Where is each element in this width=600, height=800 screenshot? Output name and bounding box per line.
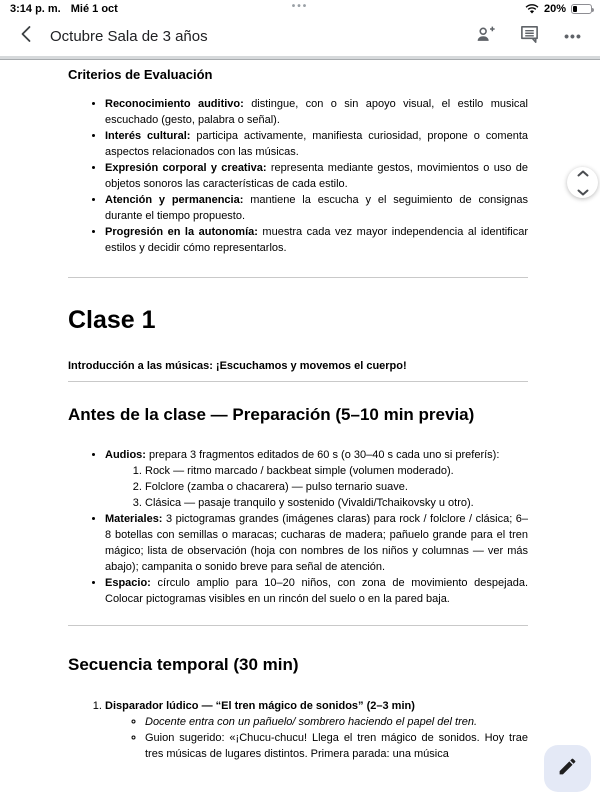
edit-button[interactable] <box>544 745 591 792</box>
item-text: representa mediante gestos, movimientos o uso de objetos sonoros las características de cada estilo. <box>105 162 528 190</box>
item-text: muestra cada vez mayor independencia al identificar estilos y decidir cómo representarlos. <box>105 226 528 254</box>
item-text: participa activamente, manifiesta curiosidad, propone o comenta aspectos relacionados con las músicas. <box>105 130 528 158</box>
status-time: 3:14 p. m. <box>10 3 61 15</box>
section-divider <box>68 277 528 278</box>
quick-scroll-handle[interactable] <box>567 167 598 198</box>
item-text: prepara 3 fragmentos editados de 60 s (o 30–40 s cada uno si preferís): <box>149 449 500 461</box>
chevron-up-icon <box>577 164 589 182</box>
heading-antes-de-la-clase: Antes de la clase — Preparación (5–10 min previa) <box>68 405 475 424</box>
audios-sublist <box>105 463 528 511</box>
section-divider <box>68 381 528 382</box>
item-text: 3 pictogramas grandes (imágenes claras) para rock / folclore / clásica; 6–8 botellas con semillas o maracas; cucharas de madera; pañuelo grande para el tren mágico; lista de observación (hoja con nombres de los niños y columnas — ver más abajo); campanita o sonido breve para señal de atención. <box>105 513 528 573</box>
item-lead: Materiales: <box>105 513 163 525</box>
list-item: ◦ Guion sugerido: «¡Chucu-chucu! Llega el tren mágico de sonidos. Hoy trae tres músicas de lugares distintos. Primera parada: una música <box>145 730 528 762</box>
list-item <box>105 511 528 575</box>
heading-secuencia-temporal: Secuencia temporal (30 min) <box>68 655 299 674</box>
section-divider <box>68 625 528 626</box>
item-text: círculo amplio para 10–20 niños, con zona de movimiento despejada. Colocar pictogramas visibles en un rincón del suelo o en la pared baja. <box>105 577 528 605</box>
comment-icon <box>519 24 540 49</box>
antes-list <box>68 447 528 607</box>
list-item <box>105 575 528 607</box>
list-item <box>105 447 528 511</box>
battery-percent: 20% <box>543 3 566 15</box>
document-canvas[interactable] <box>0 67 600 762</box>
status-date: Mié 1 oct <box>70 3 118 15</box>
more-options-button[interactable] <box>562 25 584 47</box>
chevron-left-icon <box>20 25 32 48</box>
list-item <box>105 698 528 762</box>
document-title: Octubre Sala de 3 años <box>50 27 208 45</box>
criterios-list <box>68 96 528 256</box>
status-bar <box>0 0 600 18</box>
disparador-sublist <box>105 714 528 762</box>
pencil-icon <box>557 756 578 782</box>
more-dots-icon: ••• <box>564 28 582 44</box>
page-top-edge <box>0 54 600 60</box>
item-title: Disparador lúdico — “El tren mágico de sonidos” (2–3 min) <box>105 700 415 712</box>
chevron-down-icon <box>577 183 589 201</box>
list-item: 2. Folclore (zamba o chacarera) — pulso ternario suave. <box>145 479 528 495</box>
secuencia-list <box>68 698 528 762</box>
item-text: distingue, con o sin apoyo visual, el estilo musical escuchado (gesto, palabra o señal). <box>105 98 528 126</box>
back-button[interactable] <box>14 24 38 48</box>
person-add-icon <box>474 24 496 49</box>
item-lead: Expresión corporal y creativa: <box>105 162 267 174</box>
item-lead: Reconocimiento auditivo: <box>105 98 244 110</box>
item-lead: Interés cultural: <box>105 130 191 142</box>
list-item <box>105 128 528 160</box>
heading-criterios: Criterios de Evaluación <box>68 67 213 82</box>
list-item <box>105 96 528 128</box>
share-add-people-button[interactable] <box>474 25 496 47</box>
wifi-icon <box>525 4 539 15</box>
item-lead: Audios: <box>105 449 146 461</box>
heading-clase-1: Clase 1 <box>68 306 156 334</box>
item-lead: Espacio: <box>105 577 151 589</box>
nav-bar <box>0 18 600 54</box>
list-item: 3. Clásica — pasaje tranquilo y sostenido (Vivaldi/Tchaikovsky u otro). <box>145 495 528 511</box>
list-item <box>105 160 528 192</box>
list-item <box>105 192 528 224</box>
multitask-handle[interactable]: ••• <box>291 1 309 12</box>
list-item <box>105 224 528 256</box>
item-text: mantiene la escucha y el seguimiento de consignas durante el tiempo propuesto. <box>105 194 528 222</box>
comments-button[interactable] <box>518 25 540 47</box>
battery-icon <box>571 4 592 14</box>
item-lead: Progresión en la autonomía: <box>105 226 258 238</box>
item-lead: Atención y permanencia: <box>105 194 244 206</box>
clase-subtitle: Introducción a las músicas: ¡Escuchamos y movemos el cuerpo! <box>68 360 407 372</box>
list-item: 1. Rock — ritmo marcado / backbeat simple (volumen moderado). <box>145 463 528 479</box>
list-item: ◦ Docente entra con un pañuelo/ sombrero haciendo el papel del tren. <box>145 714 528 730</box>
